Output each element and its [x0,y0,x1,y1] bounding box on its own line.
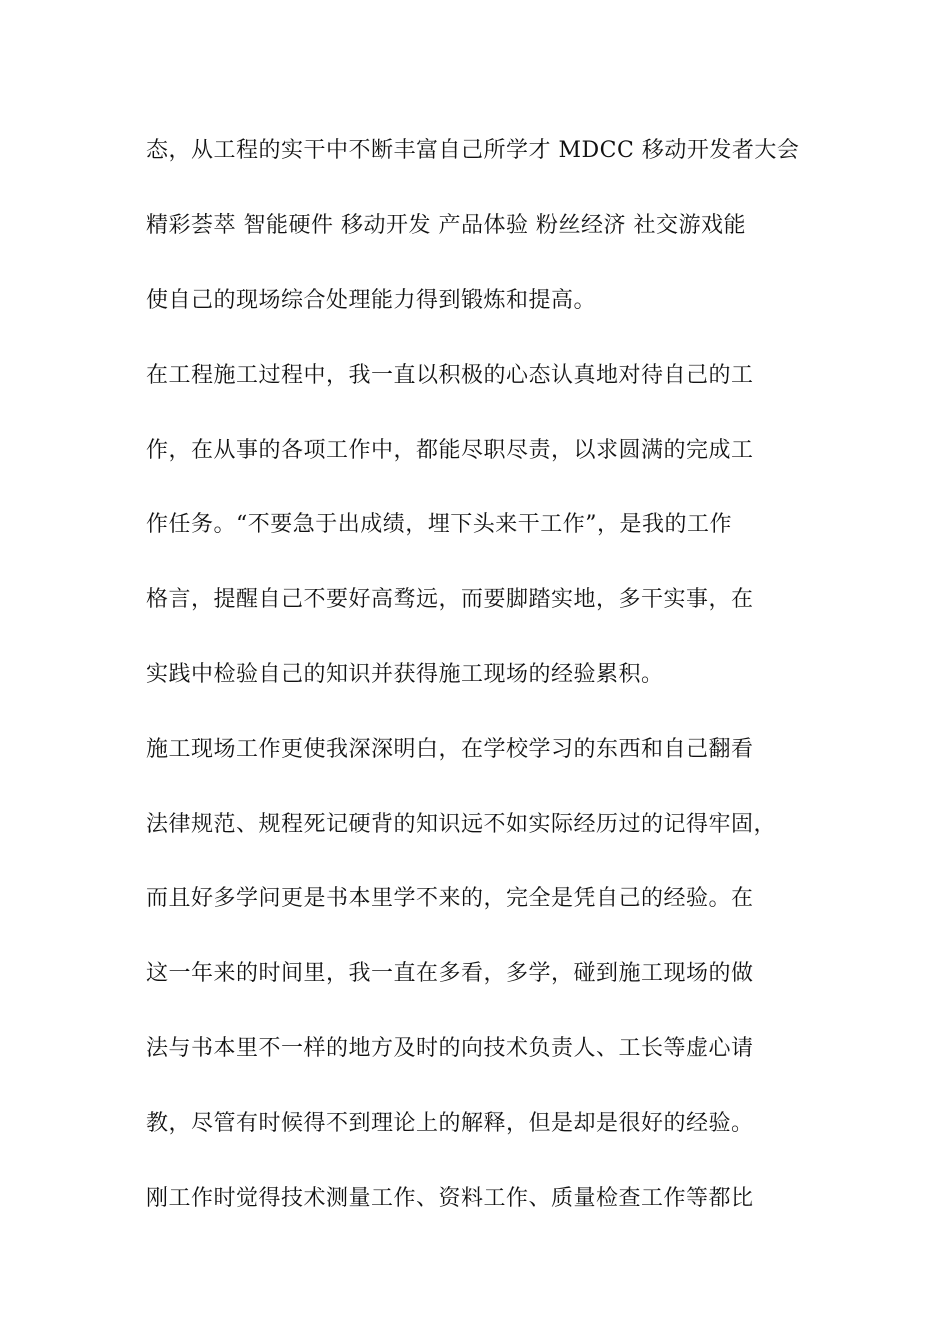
text-line: 施工现场工作更使我深深明白，在学校学习的东西和自己翻看 [146,737,754,762]
text-line: 这一年来的时间里，我一直在多看，多学，碰到施工现场的做 [146,961,754,986]
text-line: 刚工作时觉得技术测量工作、资料工作、质量检查工作等都比 [146,1186,754,1211]
text-line: 态，从工程的实干中不断丰富自己所学才 MDCC 移动开发者大会 [146,138,800,163]
text-line: 格言，提醒自己不要好高骛远，而要脚踏实地，多干实事，在 [146,587,754,612]
text-line: 而且好多学问更是书本里学不来的，完全是凭自己的经验。在 [146,886,754,911]
text-line: 使自己的现场综合处理能力得到锻炼和提高。 [146,288,597,313]
text-line: 精彩荟萃 智能硬件 移动开发 产品体验 粉丝经济 社交游戏能 [146,213,746,238]
text-line: 作任务。“不要急于出成绩，埋下头来干工作”，是我的工作 [146,512,732,537]
text-line: 作，在从事的各项工作中，都能尽职尽责，以求圆满的完成工 [146,438,754,463]
text-line: 实践中检验自己的知识并获得施工现场的经验累积。 [146,662,664,687]
text-line: 法律规范、规程死记硬背的知识远不如实际经历过的记得牢固， [146,812,777,837]
text-line: 法与书本里不一样的地方及时的向技术负责人、工长等虚心请 [146,1036,754,1061]
text-line: 在工程施工过程中，我一直以积极的心态认真地对待自己的工 [146,363,754,388]
text-line: 教，尽管有时候得不到理论上的解释，但是却是很好的经验。 [146,1111,754,1136]
